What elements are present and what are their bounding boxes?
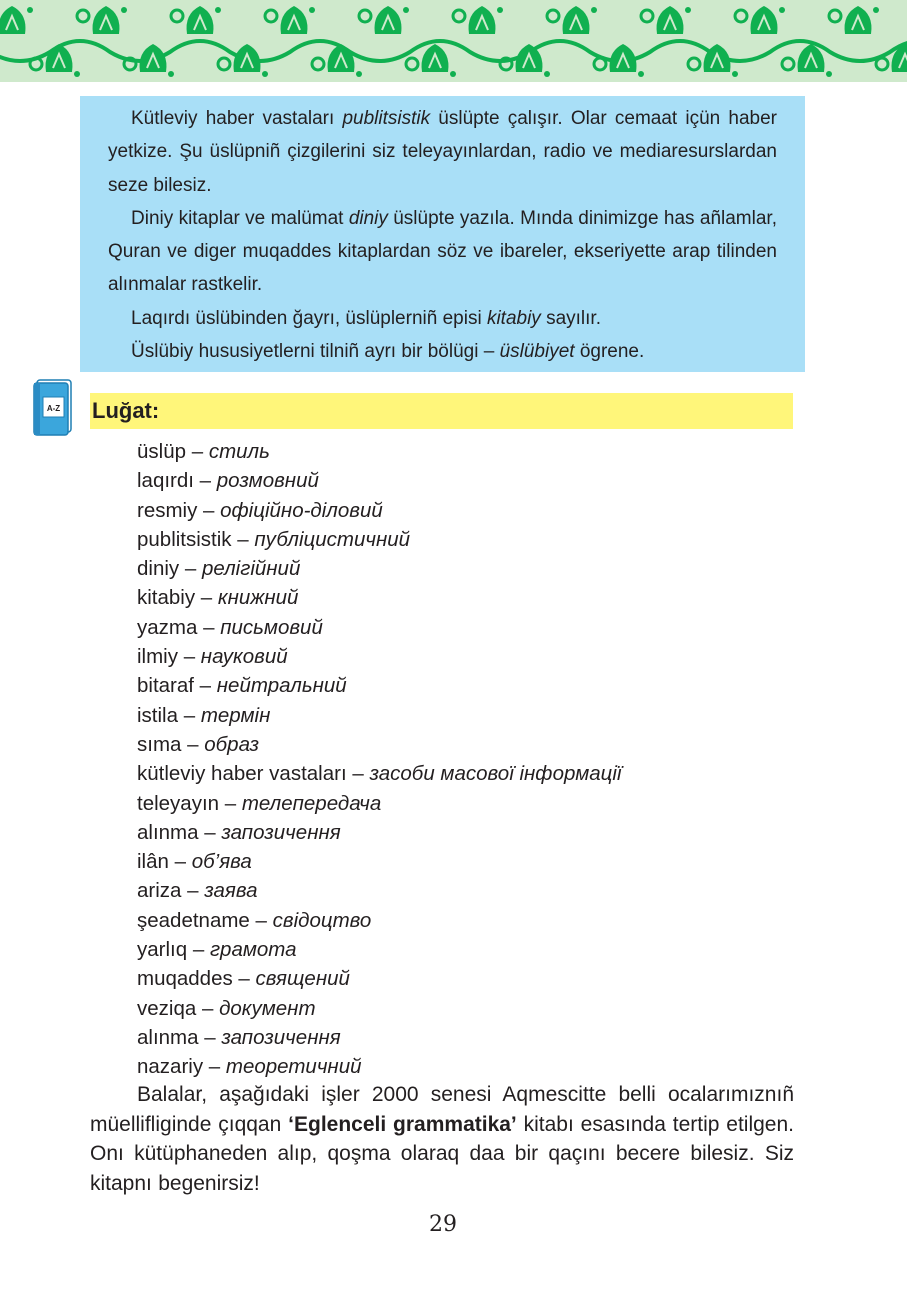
vocabulary-entry: publitsistik – публіцистичний <box>137 527 411 551</box>
vocabulary-entry: diniy – релігійний <box>137 557 301 581</box>
vocabulary-translation: об’ява <box>191 850 252 874</box>
info-box <box>80 96 805 372</box>
vocabulary-entry: üslüp – стиль <box>137 440 270 463</box>
vocabulary-translation: священий <box>255 967 350 991</box>
vocabulary-entry: veziqa – документ <box>137 996 316 1020</box>
vocabulary-translation: образ <box>204 732 260 756</box>
vocabulary-term: laqırdı <box>137 469 194 493</box>
vocabulary-term: ilân <box>137 850 169 874</box>
vocabulary-translation: офіційно-діловий <box>220 498 383 522</box>
vocabulary-term: sıma <box>137 732 182 756</box>
vocabulary-translation: релігійний <box>201 557 301 581</box>
info-paragraph: Laqırdı üslübinden ğayrı, üslüplerniñ episi kitabiy sayılır. <box>131 307 601 329</box>
vocabulary-term: publitsistik <box>137 527 232 551</box>
vocabulary-term: diniy <box>137 557 180 581</box>
vocabulary-term: şeadetname <box>137 908 250 932</box>
vocabulary-term: alınma <box>137 1025 199 1049</box>
vocabulary-term: teleyayın <box>137 791 220 815</box>
info-paragraph: Üslübiy hususiyetlerni tilniñ ayrı bir bölügi – üslübiyet ögrene. <box>131 341 645 363</box>
vocabulary-translation: письмовий <box>220 615 323 639</box>
vocabulary-translation: грамота <box>209 938 297 962</box>
vocabulary-term: yarlıq <box>137 938 188 962</box>
vocabulary-translation: заява <box>204 879 258 903</box>
vocabulary-list <box>137 437 622 1082</box>
book-icon-label: A-Z <box>46 404 61 413</box>
vocabulary-translation: книжний <box>217 586 299 610</box>
leaf-ornament <box>0 0 907 82</box>
vocabulary-term: nazariy <box>137 1055 204 1079</box>
book-title: ‘Eglenceli grammatika’ <box>288 1112 517 1136</box>
vocabulary-translation: запозичення <box>221 1025 341 1049</box>
vocabulary-translation: документ <box>219 996 316 1020</box>
vocabulary-term: kitabiy <box>137 586 196 610</box>
vocabulary-translation: нейтральний <box>216 674 347 698</box>
vocabulary-term: resmiy <box>137 498 198 522</box>
vocabulary-term: kütleviy haber vastaları <box>137 762 347 786</box>
vocabulary-term: istila <box>137 703 179 727</box>
vocabulary-translation: термін <box>200 703 271 727</box>
dictionary-title: Luğat: <box>90 393 793 429</box>
vocabulary-term: yazma <box>137 615 198 639</box>
vocabulary-entry: şeadetname – свідоцтво <box>137 908 372 932</box>
vocabulary-translation: засоби масової інформації <box>369 762 622 786</box>
vocabulary-entry: ilmiy – науковий <box>137 645 288 669</box>
info-paragraph: Diniy kitaplar ve malümat diniy üslüpte yazıla. Mında dinimizge has añlamlar, Quran ve diger muqaddes kitaplardan söz ve ibareler, ekseriyette arap tilinden alınmalar rastkelir. <box>108 207 777 296</box>
vocabulary-entry: istila – термін <box>137 703 271 727</box>
vocabulary-translation: запозичення <box>221 820 341 844</box>
vocabulary-entry: alınma – запозичення <box>137 1025 341 1049</box>
vocabulary-entry: sıma – образ <box>137 732 260 756</box>
info-paragraph: Kütleviy haber vastaları publitsistik üslüpte çalışır. Olar cemaat içün haber yetkize. Şu üslüpniñ çizgilerini siz teleyayınlardan, radio ve mediaresurslardan seze bilesiz. <box>108 108 778 196</box>
vocabulary-term: üslüp <box>137 440 187 463</box>
vocabulary-entry: teleyayın – телепередача <box>137 791 382 815</box>
vocabulary-translation: розмовний <box>216 469 319 493</box>
vocabulary-translation: телепередача <box>241 791 382 815</box>
vocabulary-term: muqaddes <box>137 967 233 991</box>
vocabulary-term: ariza <box>137 879 182 903</box>
vocabulary-translation: свідоцтво <box>272 908 372 932</box>
book-icon <box>32 378 74 436</box>
closing-paragraph: Balalar, aşağıdaki işler 2000 senesi Aqmescitte belli ocalarımıznıñ müellifliginde çıqqan ‘Eglenceli grammatika’ kitabı esasında tertip etilgen. Onı kütüphaneden alıp, qoşma olaraq daa bir qaçını becere bilesiz. Siz kitapnı begenirsiz! <box>90 1083 794 1195</box>
vocabulary-entry: nazariy – теоретичний <box>137 1055 362 1079</box>
vocabulary-entry: ariza – заява <box>137 879 258 903</box>
vocabulary-entry: kütleviy haber vastaları – засоби масової інформації <box>137 762 622 786</box>
vocabulary-entry: alınma – запозичення <box>137 820 341 844</box>
vocabulary-entry: kitabiy – книжний <box>137 586 299 610</box>
vocabulary-term: bitaraf <box>137 674 194 698</box>
vocabulary-translation: теоретичний <box>225 1055 362 1079</box>
vocabulary-term: ilmiy <box>137 645 178 669</box>
vocabulary-translation: стиль <box>208 440 270 463</box>
vocabulary-entry: muqaddes – священий <box>137 967 350 991</box>
vocabulary-entry: bitaraf – нейтральний <box>137 674 347 698</box>
vocabulary-term: veziqa <box>137 996 197 1020</box>
vocabulary-entry: yarlıq – грамота <box>137 938 297 962</box>
vocabulary-entry: laqırdı – розмовний <box>137 469 319 493</box>
vocabulary-entry: resmiy – офіційно-діловий <box>137 498 383 522</box>
vocabulary-translation: науковий <box>200 645 288 669</box>
page-number: 29 <box>429 1212 457 1237</box>
decorative-banner <box>0 0 907 82</box>
vocabulary-term: alınma <box>137 820 199 844</box>
vocabulary-entry: yazma – письмовий <box>137 615 323 639</box>
vocabulary-entry: ilân – об’ява <box>137 850 252 874</box>
vocabulary-translation: публіцистичний <box>254 527 411 551</box>
